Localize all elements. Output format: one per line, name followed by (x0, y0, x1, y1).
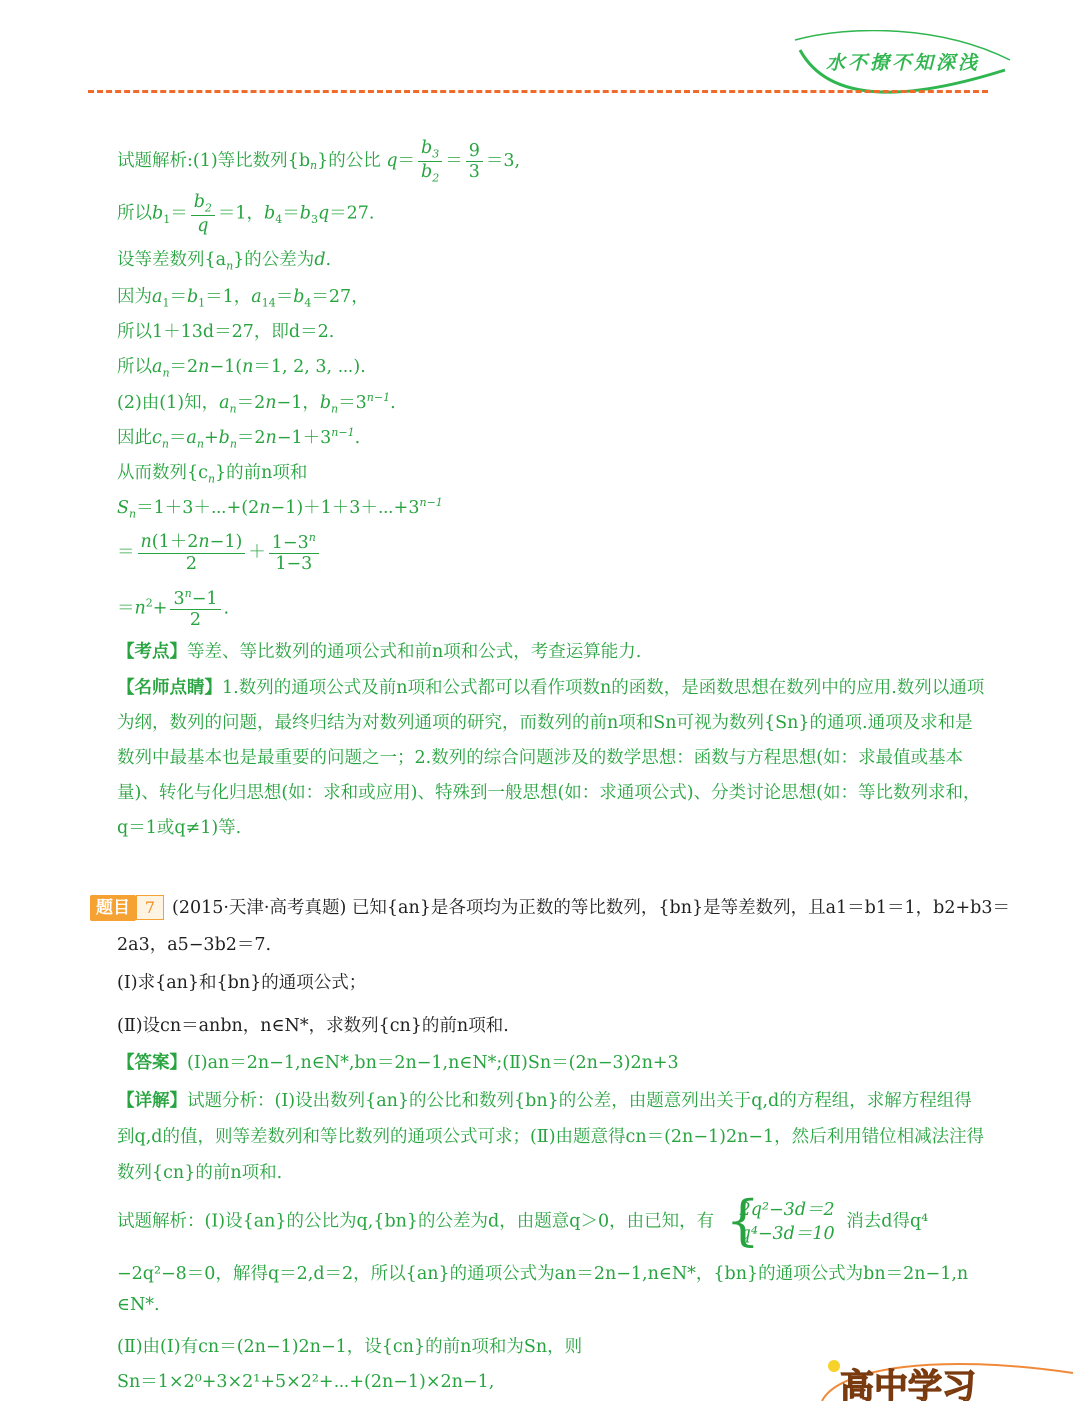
mingshi-paragraph: 【名师点睛】1.数列的通项公式及前n项和公式都可以看作项数n的函数，是函数思想在数列中的应用.数列以通项为纲，数列的问题，最终归结为对数列通项的研究，而数列的前n项和Sn可视为数列{Sn}的通项.通项及求和是数列中最基本也是最重要的问题之一；2.数列的综合问题涉及的数学思想：函数与方程思想(如：求最值或基本量)、转化与化归思想(如：求和或应用)、特殊到一般思想(如：求通项公式)、分类讨论思想(如：等比数列求和，q＝1或q≠1)等. (117, 678, 985, 838)
sol7-line-5: Sn＝1×2⁰+3×2¹+5×2²+⋯+(2n−1)×2n−1, (117, 1372, 495, 1392)
watermark-logo (818, 1348, 1080, 1401)
solution-line-2: 所以$b_1=$ $\frac{b_2}{q}$ ＝1，$b_4=b_3q=27$. (117, 192, 375, 237)
sol7-line-2: −2q²−8＝0，解得q＝2,d＝2，所以{an}的通项公式为an＝2n−1,n∈N*，{bn}的通项公式为bn＝2n−1,n (117, 1264, 969, 1284)
equation-system: { 2q²−3d＝2 q⁴−3d＝10 (725, 1189, 835, 1252)
question-stem-line-2: 2a3，a5−3b2＝7. (117, 935, 272, 955)
question-number: 7 (136, 895, 164, 920)
question-stem-line-1: (2015·天津·高考真题) 已知{an}是各项均为正数的等比数列，{bn}是等差数列，且a1＝b1＝1，b2+b3＝ (172, 898, 1010, 918)
header-motto: 水不撩不知深浅 (826, 52, 981, 74)
sol7-line-1: 试题解析：(Ⅰ)设{an}的公比为q,{bn}的公差为d，由题意q＞0，由已知，有 { 2q²−3d＝2 q⁴−3d＝10 消去d得q⁴ (117, 1189, 929, 1252)
watermark-text: 高中学习 (840, 1367, 976, 1401)
solution-line-12: $=n^2+$ $\frac{3^n-1}{2}$ . (117, 587, 230, 630)
solution-line-6: 所以$a_n=2n-1(n=1$, 2, 3, ⋯). (117, 357, 366, 380)
sol7-line-3: ∈N*. (117, 1295, 160, 1315)
solution-line-3: 设等差数列$\{a_n\}$的公差为d. (117, 250, 332, 273)
answer-line: 【答案】(Ⅰ)an＝2n−1,n∈N*,bn＝2n−1,n∈N*;(Ⅱ)Sn＝(2n−3)2n+3 (117, 1053, 679, 1073)
sol7-line-4: (Ⅱ)由(Ⅰ)有cn＝(2n−1)2n−1，设{cn}的前n项和为Sn，则 (117, 1337, 583, 1357)
solution-line-5: 所以1＋13d＝27，即d＝2. (117, 322, 335, 342)
solution-line-11: ＝ $\frac{n(1+2n-1)}{2}$ ＋ $\frac{1-3^n}{1-3}$ (117, 532, 322, 574)
solution-line-10: $S_n=1+3+\cdots+(2n-1)+1+3+\cdots+3^{n-1}$ (117, 496, 443, 521)
kaodian-paragraph: 【考点】等差、等比数列的通项公式和前n项和公式，考查运算能力. (117, 642, 642, 662)
header-divider (88, 90, 988, 93)
solution-line-7: (2)由(1)知，$a_n=2n-1$，$b_n=3^{n-1}$. (117, 391, 396, 416)
solution-line-9: 从而数列$\{c_n\}$的前n项和 (117, 463, 308, 486)
detail-paragraph: 【详解】试题分析：(Ⅰ)设出数列{an}的公比和数列{bn}的公差，由题意列出关于q,d的方程组，求解方程组得到q,d的值，则等差数列和等比数列的通项公式可求；(Ⅱ)由题意得cn＝(2n−1)2n−1，然后利用错位相减法注得数列{cn}的前n项和. (117, 1091, 985, 1183)
question-part-1: (Ⅰ)求{an}和{bn}的通项公式； (117, 973, 367, 993)
question-label: 题目 (90, 895, 136, 921)
solution-line-1: 试题解析:(1)等比数列{bn}的公比 q＝ $\frac{b_3}{b_2}$ ＝ $\frac{9}{3}$ ＝3, (117, 138, 521, 185)
solution-line-8: 因此$c_n=a_n+b_n=2n-1+3^{n-1}$. (117, 426, 361, 451)
solution-line-4: 因为$a_1=b_1=1$，$a_{14}=b_4=27$， (117, 287, 369, 310)
question-part-2: (Ⅱ)设cn＝anbn，n∈N*，求数列{cn}的前n项和. (117, 1016, 509, 1036)
question-badge (90, 895, 170, 921)
